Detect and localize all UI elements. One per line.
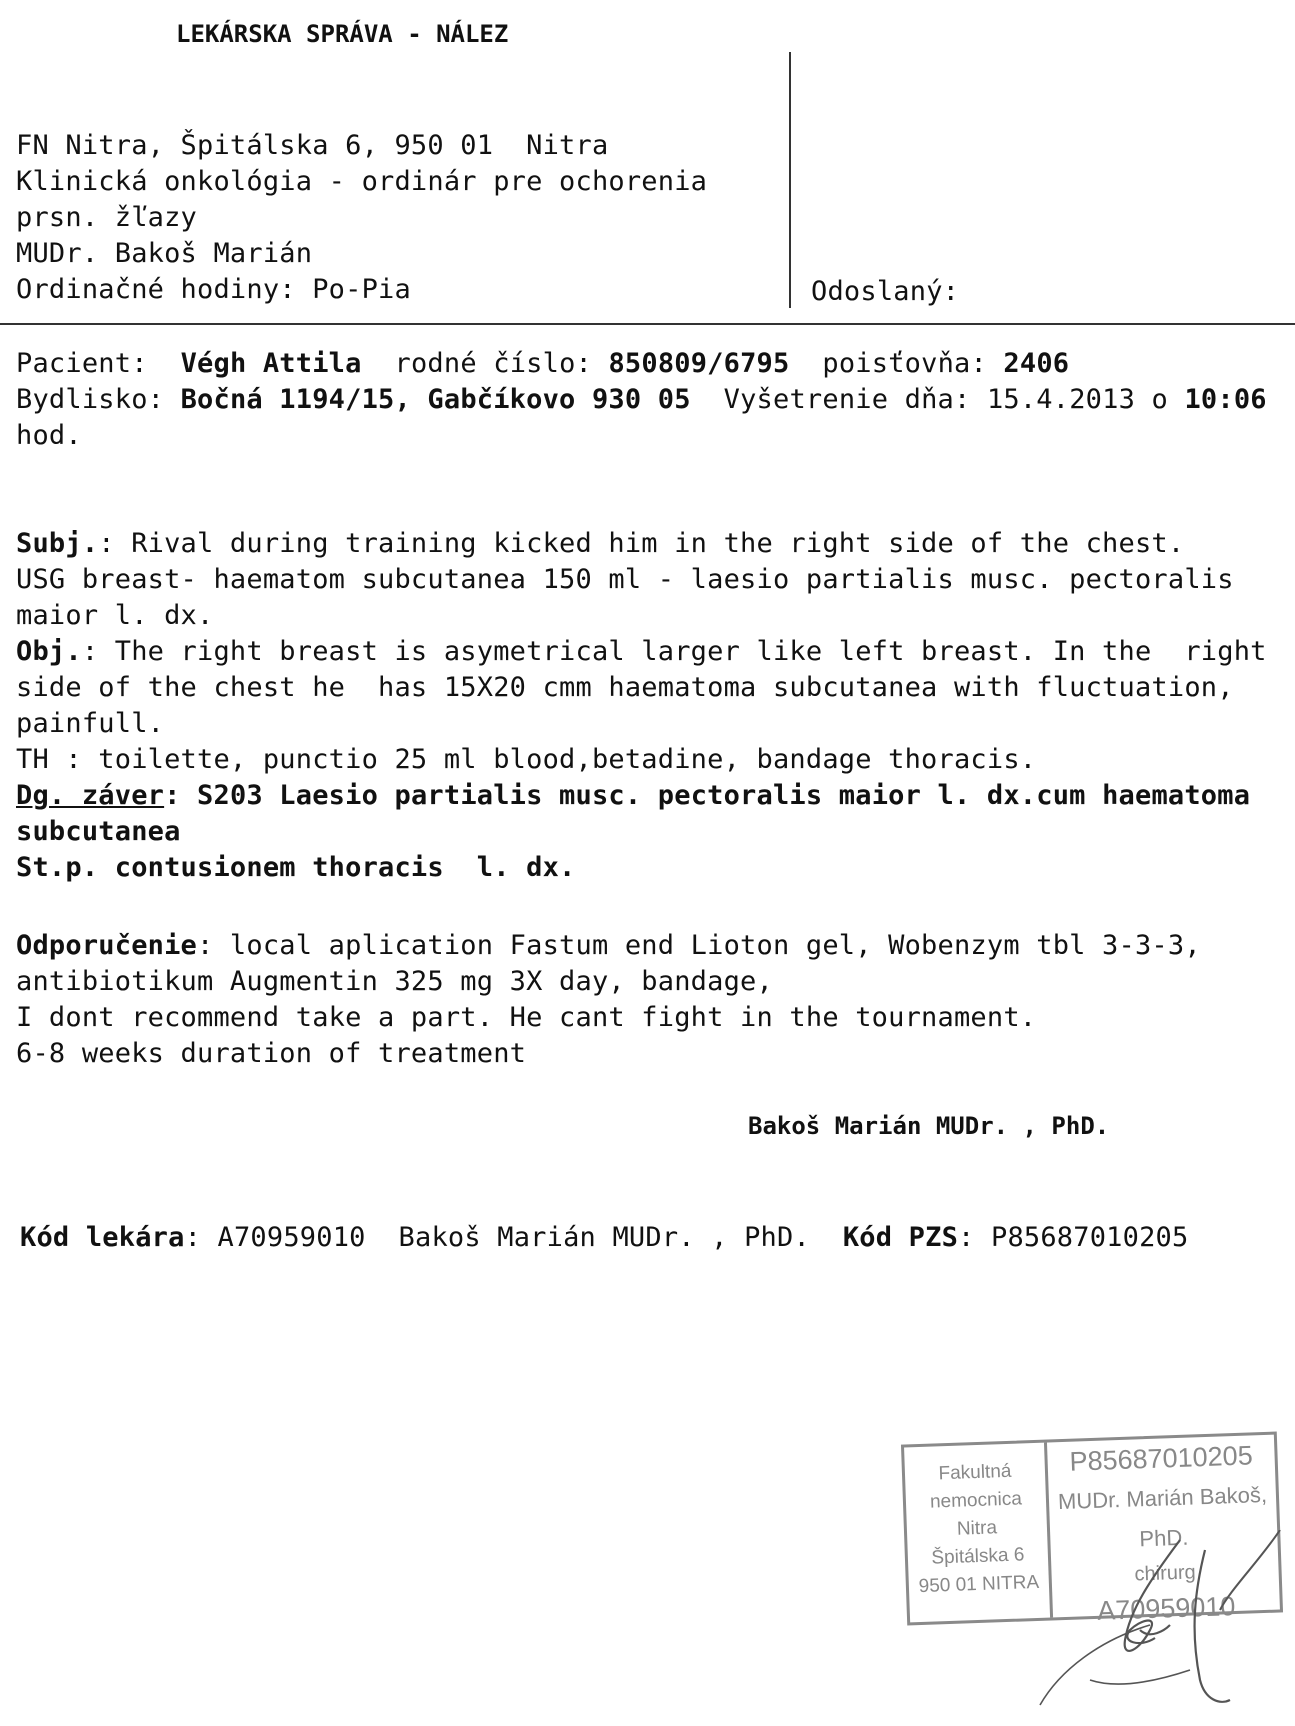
exam-date: 15.4.2013 bbox=[986, 384, 1136, 415]
obj-line-3: painfull. bbox=[16, 708, 165, 739]
subj-label: Subj. bbox=[16, 528, 99, 559]
doctor-name: Bakoš Marián MUDr. , PhD. bbox=[398, 1222, 810, 1253]
insurance-label: poisťovňa: bbox=[822, 348, 987, 379]
diagnosis-label: Dg. záver bbox=[16, 780, 165, 811]
stamp-pzs-code: P85687010205 bbox=[1069, 1440, 1254, 1477]
insurance-code: 2406 bbox=[1003, 348, 1070, 379]
clinic-department: Klinická onkológia - ordinár pre ochorenia bbox=[16, 166, 708, 197]
therapy-line: TH : toilette, punctio 25 ml blood,betadine, bandage thoracis. bbox=[16, 744, 1037, 775]
doctor-code-colon: : bbox=[184, 1222, 202, 1253]
office-hours: Ordinačné hodiny: Po-Pia bbox=[16, 274, 411, 305]
clinic-address: FN Nitra, Špitálska 6, 950 01 Nitra bbox=[16, 130, 609, 161]
obj-line-1: : The right breast is asymetrical larger like left breast. In the right bbox=[81, 636, 1267, 667]
stamp-specialty: chirurg bbox=[1134, 1561, 1197, 1586]
handwritten-signature bbox=[1030, 1530, 1290, 1720]
codes-line bbox=[20, 1220, 1188, 1256]
diagnosis-colon: : bbox=[164, 780, 181, 811]
exam-hod: hod. bbox=[16, 420, 82, 451]
address-label: Bydlisko: bbox=[16, 384, 165, 415]
usg-line-2: maior l. dx. bbox=[16, 600, 214, 631]
doctor-code-label: Kód lekára bbox=[20, 1222, 185, 1253]
sent-to-label: Odoslaný: bbox=[811, 276, 960, 307]
diagnosis-line-2: subcutanea bbox=[16, 816, 181, 847]
recommendation-line-2: antibiotikum Augmentin 325 mg 3X day, bandage, bbox=[16, 966, 773, 997]
recommendation-label: Odporučenie bbox=[16, 930, 198, 961]
clinic-department-cont: prsn. žľazy bbox=[16, 202, 198, 233]
recommendation-line-4: 6-8 weeks duration of treatment bbox=[16, 1038, 527, 1069]
stamp-doctor-name: MUDr. Marián Bakoš, PhD. bbox=[1057, 1481, 1268, 1552]
stamp-doctor-code: A70959010 bbox=[1096, 1591, 1236, 1626]
stamp-street: Špitálska 6 bbox=[931, 1544, 1025, 1569]
recommendation-line-1: : local aplication Fastum end Lioton gel, Wobenzym tbl 3-3-3, bbox=[197, 930, 1201, 961]
obj-label: Obj. bbox=[16, 636, 82, 667]
patient-address: Bočná 1194/15, Gabčíkovo 930 05 bbox=[180, 384, 691, 415]
stamp-hospital-name: Fakultná nemocnica bbox=[929, 1460, 1023, 1513]
clinic-doctor: MUDr. Bakoš Marián bbox=[16, 238, 313, 269]
pzs-code-label: Kód PZS bbox=[842, 1222, 959, 1253]
exam-date-label: Vyšetrenie dňa: bbox=[723, 384, 971, 415]
recommendation-block bbox=[16, 928, 1201, 1072]
header-vertical-divider bbox=[789, 52, 791, 308]
usg-line-1: USG breast- haematom subcutanea 150 ml - laesio partialis musc. pectoralis bbox=[16, 564, 1234, 595]
report-body bbox=[16, 526, 1267, 886]
exam-at: o bbox=[1151, 384, 1168, 415]
exam-time: 10:06 bbox=[1184, 384, 1267, 415]
patient-block bbox=[16, 346, 1267, 454]
diagnosis-line-3: St.p. contusionem thoracis l. dx. bbox=[16, 852, 576, 883]
patient-name: Végh Attila bbox=[180, 348, 362, 379]
header-horizontal-divider bbox=[0, 323, 1295, 325]
patient-label: Pacient: bbox=[16, 348, 148, 379]
report-title: LEKÁRSKA SPRÁVA - NÁLEZ bbox=[176, 20, 509, 48]
recommendation-line-3: I dont recommend take a part. He cant fight in the tournament. bbox=[16, 1002, 1037, 1033]
pzs-code-colon: : bbox=[958, 1222, 975, 1253]
obj-line-2: side of the chest he has 15X20 cmm haematoma subcutanea with fluctuation, bbox=[16, 672, 1234, 703]
signature-name: Bakoš Marián MUDr. , PhD. bbox=[748, 1112, 1110, 1140]
pzs-code: P85687010205 bbox=[990, 1222, 1189, 1253]
subj-text: : Rival during training kicked him in the right side of the chest. bbox=[98, 528, 1185, 559]
doctor-code: A70959010 bbox=[217, 1222, 366, 1253]
birth-number-label: rodné číslo: bbox=[394, 348, 592, 379]
clinic-header bbox=[16, 128, 707, 308]
stamp-city: Nitra bbox=[956, 1517, 998, 1540]
stamp-postal: 950 01 NITRA bbox=[918, 1571, 1040, 1598]
birth-number: 850809/6795 bbox=[608, 348, 790, 379]
diagnosis-line-1: S203 Laesio partialis musc. pectoralis maior l. dx.cum haematoma bbox=[180, 780, 1251, 811]
